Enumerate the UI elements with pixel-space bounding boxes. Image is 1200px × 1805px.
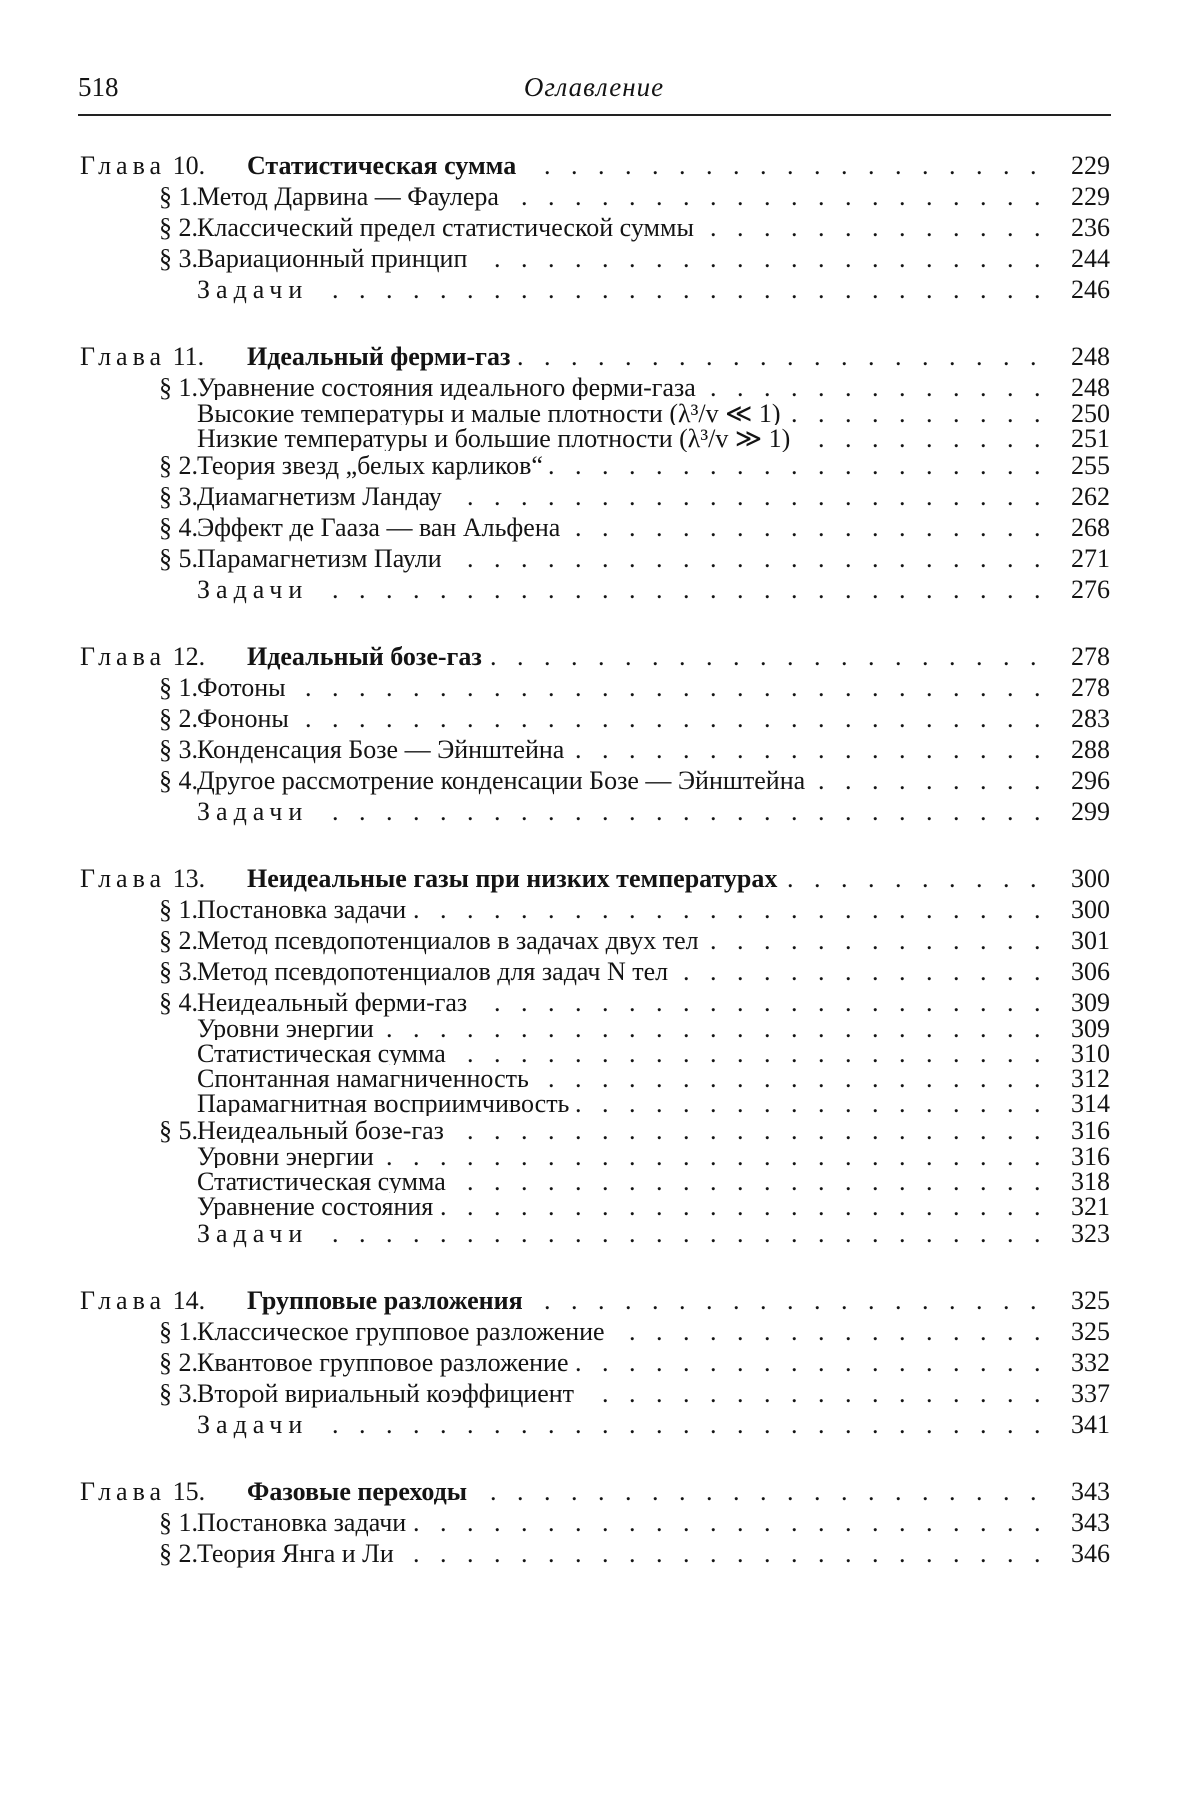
chapter-number: 13. <box>166 864 205 893</box>
toc-page-number: 296 <box>1044 765 1110 796</box>
toc-entry-title-container <box>197 574 1110 605</box>
toc-entry-title-container <box>197 1218 1110 1249</box>
section-number: § 1. <box>159 181 198 212</box>
toc-page-number: 229 <box>1044 150 1110 181</box>
toc-section-row[interactable] <box>0 765 1200 796</box>
toc-entry-title-container <box>197 372 1110 403</box>
toc-entry-title-container <box>197 400 1110 427</box>
toc-section-row[interactable] <box>0 734 1200 765</box>
toc-chapter-row[interactable] <box>0 1285 1200 1316</box>
toc-entry-title-container <box>197 1193 1110 1220</box>
toc-entry-title: Другое рассмотрение конденсации Бозе — Эйнштейна <box>197 766 811 795</box>
toc-entry-title-container <box>197 1115 1110 1146</box>
toc-entry-title: Задачи <box>197 575 314 604</box>
toc-entry-title: Идеальный бозе-газ <box>247 642 488 671</box>
chapter-number: 12. <box>166 642 205 671</box>
book-page <box>0 0 1200 1805</box>
toc-page-number: 251 <box>1044 425 1110 452</box>
toc-subsection-row[interactable] <box>0 1090 1200 1117</box>
toc-entry-title: Фазовые переходы <box>247 1477 473 1506</box>
toc-page-number: 262 <box>1044 481 1110 512</box>
section-number: § 1. <box>159 1316 198 1347</box>
section-number: § 1. <box>159 894 198 925</box>
toc-page-number: 255 <box>1044 450 1110 481</box>
toc-chapter-row[interactable] <box>0 341 1200 372</box>
chapter-label <box>80 150 205 181</box>
toc-subsection-row[interactable] <box>0 425 1200 452</box>
toc-page-number: 300 <box>1044 863 1110 894</box>
toc-entry-title: Уровни энергии <box>197 1015 380 1042</box>
toc-entry-title: Уровни энергии <box>197 1143 380 1170</box>
chapter-word: Глава <box>80 342 166 371</box>
toc-page-number: 314 <box>1044 1090 1110 1117</box>
toc-page-number: 299 <box>1044 796 1110 827</box>
toc-entry-title: Второй вириальный коэффициент <box>197 1379 580 1408</box>
section-number: § 5. <box>159 1115 198 1146</box>
chapter-word: Глава <box>80 151 166 180</box>
toc-entry-title: Задачи <box>197 275 314 304</box>
toc-entry-title-container <box>197 1378 1110 1409</box>
toc-entry-title-container <box>197 894 1110 925</box>
section-number: § 2. <box>159 1538 198 1569</box>
section-number: § 2. <box>159 1347 198 1378</box>
toc-entry-title-container <box>197 703 1110 734</box>
toc-tasks-row[interactable] <box>0 1409 1200 1440</box>
toc-entry-title: Уравнение состояния <box>197 1193 439 1220</box>
toc-page-number: 323 <box>1044 1218 1110 1249</box>
toc-section-row[interactable] <box>0 212 1200 243</box>
chapter-number: 14. <box>166 1286 205 1315</box>
toc-section-row[interactable] <box>0 672 1200 703</box>
toc-entry-title: Метод псевдопотенциалов для задач N тел <box>197 957 674 986</box>
toc-entry-title: Теория Янга и Ли <box>197 1539 400 1568</box>
toc-entry-title: Фотоны <box>197 673 292 702</box>
toc-entry-title: Вариационный принцип <box>197 244 473 273</box>
toc-entry-title: Статистическая сумма <box>247 151 522 180</box>
section-number: § 3. <box>159 1378 198 1409</box>
section-number: § 2. <box>159 703 198 734</box>
toc-page-number: 316 <box>1044 1143 1110 1170</box>
chapter-label <box>80 641 205 672</box>
toc-page-number: 337 <box>1044 1378 1110 1409</box>
toc-entry-title-container <box>197 987 1110 1018</box>
toc-entry-title-container <box>197 796 1110 827</box>
chapter-word: Глава <box>80 864 166 893</box>
toc-page-number: 341 <box>1044 1409 1110 1440</box>
toc-entry-title-container <box>197 243 1110 274</box>
toc-tasks-row[interactable] <box>0 1218 1200 1249</box>
toc-entry-title-container <box>247 1476 1110 1507</box>
toc-subsection-row[interactable] <box>0 1015 1200 1042</box>
section-number: § 3. <box>159 481 198 512</box>
toc-entry-title: Высокие температуры и малые плотности (λ³/v ≪ 1) <box>197 400 787 427</box>
section-number: § 2. <box>159 212 198 243</box>
toc-tasks-row[interactable] <box>0 796 1200 827</box>
toc-entry-title: Статистическая сумма <box>197 1040 452 1067</box>
toc-section-row[interactable] <box>0 956 1200 987</box>
toc-entry-title-container <box>197 925 1110 956</box>
toc-page-number: 271 <box>1044 543 1110 574</box>
toc-entry-title: Неидеальный бозе-газ <box>197 1116 450 1145</box>
toc-entry-title: Классический предел статистической суммы <box>197 213 700 242</box>
toc-entry-title: Неидеальный ферми-газ <box>197 988 473 1017</box>
toc-section-row[interactable] <box>0 450 1200 481</box>
toc-entry-title: Диамагнетизм Ландау <box>197 482 448 511</box>
toc-entry-title-container <box>197 481 1110 512</box>
toc-chapter-row[interactable] <box>0 863 1200 894</box>
toc-entry-title: Неидеальные газы при низких температурах <box>247 864 783 893</box>
toc-page-number: 276 <box>1044 574 1110 605</box>
toc-entry-title: Уравнение состояния идеального ферми-газа <box>197 373 702 402</box>
toc-page-number: 278 <box>1044 672 1110 703</box>
chapter-label <box>80 863 205 894</box>
toc-page-number: 309 <box>1044 1015 1110 1042</box>
toc-page-number: 310 <box>1044 1040 1110 1067</box>
toc-page-number: 283 <box>1044 703 1110 734</box>
chapter-word: Глава <box>80 642 166 671</box>
toc-entry-title-container <box>197 1409 1110 1440</box>
toc-entry-title-container <box>197 212 1110 243</box>
toc-page-number: 250 <box>1044 400 1110 427</box>
toc-chapter-row[interactable] <box>0 1476 1200 1507</box>
toc-tasks-row[interactable] <box>0 274 1200 305</box>
toc-section-row[interactable] <box>0 1378 1200 1409</box>
toc-section-row[interactable] <box>0 243 1200 274</box>
toc-entry-title-container <box>197 1040 1110 1067</box>
toc-entry-title: Фононы <box>197 704 295 733</box>
toc-page-number: 301 <box>1044 925 1110 956</box>
toc-entry-title-container <box>197 512 1110 543</box>
toc-page-number: 229 <box>1044 181 1110 212</box>
toc-page-number: 316 <box>1044 1115 1110 1146</box>
toc-entry-title-container <box>197 1143 1110 1170</box>
toc-entry-title-container <box>197 956 1110 987</box>
toc-entry-title: Метод псевдопотенциалов в задачах двух тел <box>197 926 705 955</box>
toc-page-number: 278 <box>1044 641 1110 672</box>
toc-section-row[interactable] <box>0 1538 1200 1569</box>
chapter-word: Глава <box>80 1286 166 1315</box>
chapter-number: 15. <box>166 1477 205 1506</box>
toc-section-row[interactable] <box>0 1115 1200 1146</box>
toc-entry-title-container <box>197 1168 1110 1195</box>
toc-entry-title: Статистическая сумма <box>197 1168 452 1195</box>
section-number: § 1. <box>159 372 198 403</box>
toc-entry-title: Идеальный ферми-газ <box>247 342 516 371</box>
section-number: § 3. <box>159 956 198 987</box>
toc-chapter-row[interactable] <box>0 641 1200 672</box>
toc-entry-title-container <box>197 543 1110 574</box>
toc-entry-title: Теория звезд „белых карликов“ <box>197 451 549 480</box>
toc-entry-title-container <box>197 1316 1110 1347</box>
toc-entry-title-container <box>197 1507 1110 1538</box>
toc-entry-title-container <box>197 1347 1110 1378</box>
chapter-label <box>80 341 204 372</box>
toc-subsection-row[interactable] <box>0 400 1200 427</box>
toc-entry-title-container <box>197 450 1110 481</box>
toc-entry-title: Эффект де Гааза — ван Альфена <box>197 513 566 542</box>
toc-section-row[interactable] <box>0 1347 1200 1378</box>
toc-entry-title-container <box>247 863 1110 894</box>
toc-entry-title: Метод Дарвина — Фаулера <box>197 182 505 211</box>
section-number: § 3. <box>159 243 198 274</box>
toc-page-number: 248 <box>1044 341 1110 372</box>
chapter-label <box>80 1476 205 1507</box>
toc-entry-title: Классическое групповое разложение <box>197 1317 611 1346</box>
toc-entry-title: Задачи <box>197 1219 314 1248</box>
toc-subsection-row[interactable] <box>0 1065 1200 1092</box>
section-number: § 1. <box>159 1507 198 1538</box>
toc-page-number: 268 <box>1044 512 1110 543</box>
toc-page-number: 288 <box>1044 734 1110 765</box>
toc-entry-title-container <box>247 641 1110 672</box>
toc-section-row[interactable] <box>0 987 1200 1018</box>
toc-section-row[interactable] <box>0 181 1200 212</box>
toc-entry-title: Задачи <box>197 797 314 826</box>
section-number: § 4. <box>159 987 198 1018</box>
toc-page-number: 248 <box>1044 372 1110 403</box>
toc-section-row[interactable] <box>0 894 1200 925</box>
toc-page-number: 309 <box>1044 987 1110 1018</box>
toc-entry-title-container <box>247 150 1110 181</box>
toc-entry-title-container <box>247 1285 1110 1316</box>
section-number: § 5. <box>159 543 198 574</box>
toc-page-number: 318 <box>1044 1168 1110 1195</box>
toc-page-number: 325 <box>1044 1285 1110 1316</box>
toc-section-row[interactable] <box>0 703 1200 734</box>
page-number: 518 <box>78 72 119 103</box>
section-number: § 1. <box>159 672 198 703</box>
section-number: § 3. <box>159 734 198 765</box>
section-number: § 2. <box>159 450 198 481</box>
toc-entry-title-container <box>197 1090 1110 1117</box>
toc-section-row[interactable] <box>0 1507 1200 1538</box>
running-title: Оглавление <box>78 72 1110 103</box>
toc-entry-title: Квантовое групповое разложение <box>197 1348 574 1377</box>
toc-entry-title: Парамагнитная восприимчивость <box>197 1090 575 1117</box>
section-number: § 4. <box>159 512 198 543</box>
header-rule <box>78 114 1111 116</box>
toc-subsection-row[interactable] <box>0 1193 1200 1220</box>
toc-page-number: 343 <box>1044 1476 1110 1507</box>
toc-page-number: 343 <box>1044 1507 1110 1538</box>
toc-section-row[interactable] <box>0 925 1200 956</box>
toc-subsection-row[interactable] <box>0 1040 1200 1067</box>
toc-entry-title-container <box>197 274 1110 305</box>
toc-entry-title-container <box>197 734 1110 765</box>
toc-subsection-row[interactable] <box>0 1143 1200 1170</box>
toc-page-number: 236 <box>1044 212 1110 243</box>
toc-section-row[interactable] <box>0 372 1200 403</box>
toc-entry-title-container <box>197 672 1110 703</box>
toc-page-number: 306 <box>1044 956 1110 987</box>
toc-entry-title-container <box>197 765 1110 796</box>
chapter-word: Глава <box>80 1477 166 1506</box>
chapter-number: 10. <box>166 151 205 180</box>
toc-chapter-row[interactable] <box>0 150 1200 181</box>
toc-entry-title-container <box>197 1065 1110 1092</box>
toc-page-number: 346 <box>1044 1538 1110 1569</box>
toc-entry-title: Постановка задачи <box>197 895 412 924</box>
toc-page-number: 325 <box>1044 1316 1110 1347</box>
section-number: § 4. <box>159 765 198 796</box>
toc-entry-title-container <box>247 341 1110 372</box>
chapter-number: 11. <box>166 342 204 371</box>
toc-entry-title: Спонтанная намагниченность <box>197 1065 535 1092</box>
toc-page-number: 312 <box>1044 1065 1110 1092</box>
toc-page-number: 246 <box>1044 274 1110 305</box>
toc-entry-title: Низкие температуры и большие плотности (λ³/v ≫ 1) <box>197 425 796 452</box>
chapter-label <box>80 1285 205 1316</box>
toc-entry-title-container <box>197 1538 1110 1569</box>
toc-page-number: 332 <box>1044 1347 1110 1378</box>
toc-tasks-row[interactable] <box>0 574 1200 605</box>
toc-section-row[interactable] <box>0 481 1200 512</box>
toc-entry-title: Постановка задачи <box>197 1508 412 1537</box>
toc-page-number: 321 <box>1044 1193 1110 1220</box>
toc-entry-title: Групповые разложения <box>247 1286 529 1315</box>
toc-entry-title: Задачи <box>197 1410 314 1439</box>
toc-page-number: 300 <box>1044 894 1110 925</box>
toc-subsection-row[interactable] <box>0 1168 1200 1195</box>
toc-section-row[interactable] <box>0 1316 1200 1347</box>
toc-section-row[interactable] <box>0 543 1200 574</box>
toc-page-number: 244 <box>1044 243 1110 274</box>
running-header <box>78 72 1110 112</box>
toc-entry-title-container <box>197 181 1110 212</box>
toc-entry-title: Парамагнетизм Паули <box>197 544 448 573</box>
toc-entry-title-container <box>197 1015 1110 1042</box>
section-number: § 2. <box>159 925 198 956</box>
toc-entry-title-container <box>197 425 1110 452</box>
toc-section-row[interactable] <box>0 512 1200 543</box>
toc-entry-title: Конденсация Бозе — Эйнштейна <box>197 735 570 764</box>
